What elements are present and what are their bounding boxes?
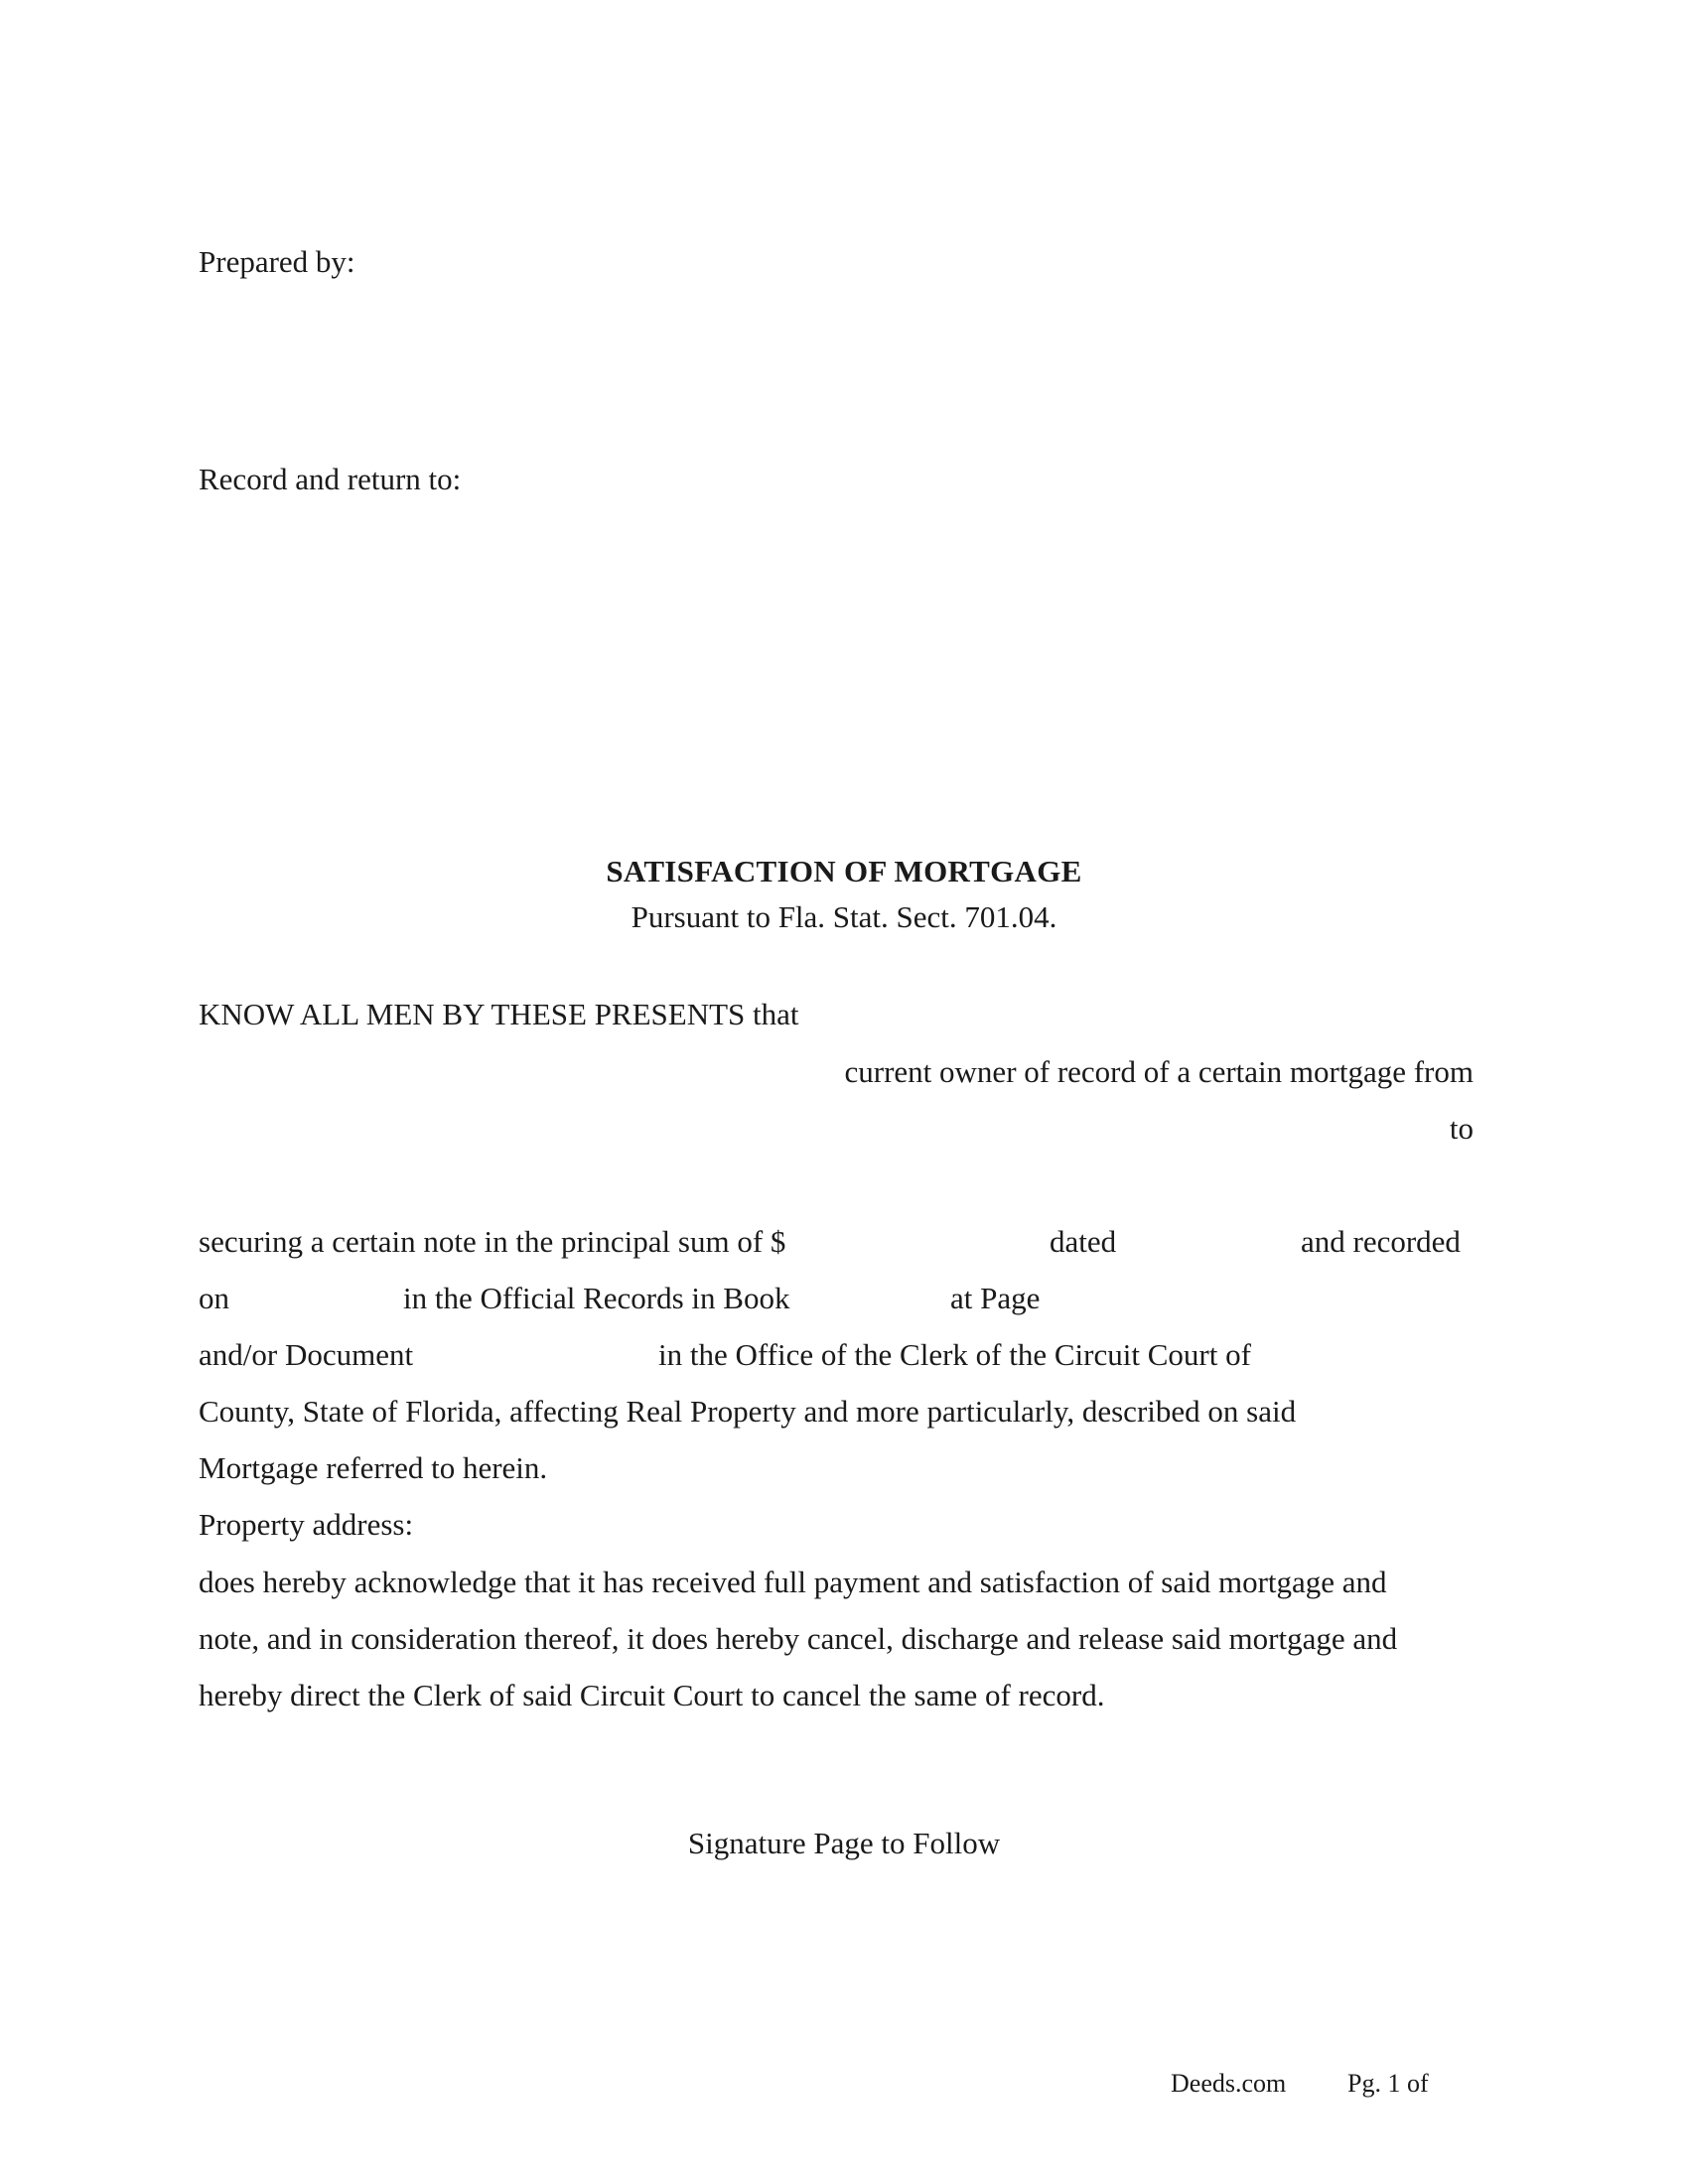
- body-line-to: to: [1449, 1111, 1474, 1146]
- body-line-county: County, State of Florida, affecting Real Property and more particularly, described on said: [199, 1394, 1297, 1429]
- body-line-document: and/or Document: [199, 1337, 414, 1372]
- body-line-dated: dated: [1050, 1224, 1117, 1259]
- property-address-label: Property address:: [199, 1507, 414, 1542]
- body-line-acknowledge: does hereby acknowledge that it has received full payment and satisfaction of said mortgage and: [199, 1565, 1387, 1599]
- document-subtitle: Pursuant to Fla. Stat. Sect. 701.04.: [631, 899, 1057, 934]
- body-line-on: on: [199, 1281, 229, 1315]
- body-line-cancel: note, and in consideration thereof, it does hereby cancel, discharge and release said mortgage and: [199, 1621, 1398, 1656]
- body-line-and-recorded: and recorded: [1301, 1224, 1461, 1259]
- body-line-presents: KNOW ALL MEN BY THESE PRESENTS that: [199, 997, 799, 1031]
- body-line-at-page: at Page: [950, 1281, 1041, 1315]
- footer-site: Deeds.com: [1171, 2069, 1287, 2098]
- body-line-official-records: in the Official Records in Book: [403, 1281, 790, 1315]
- prepared-by-label: Prepared by:: [199, 244, 355, 279]
- body-line-direct-clerk: hereby direct the Clerk of said Circuit Court to cancel the same of record.: [199, 1678, 1105, 1712]
- body-line-mortgage-referred: Mortgage referred to herein.: [199, 1450, 548, 1485]
- record-and-return-label: Record and return to:: [199, 462, 462, 496]
- signature-page-note: Signature Page to Follow: [687, 1826, 1001, 1860]
- body-line-owner: current owner of record of a certain mortgage from: [844, 1054, 1474, 1089]
- footer-page-number: Pg. 1 of: [1347, 2069, 1429, 2098]
- document-title: SATISFACTION OF MORTGAGE: [606, 854, 1082, 888]
- body-line-clerk-office: in the Office of the Clerk of the Circuit Court of: [658, 1337, 1251, 1372]
- body-line-principal-sum: securing a certain note in the principal sum of $: [199, 1224, 786, 1259]
